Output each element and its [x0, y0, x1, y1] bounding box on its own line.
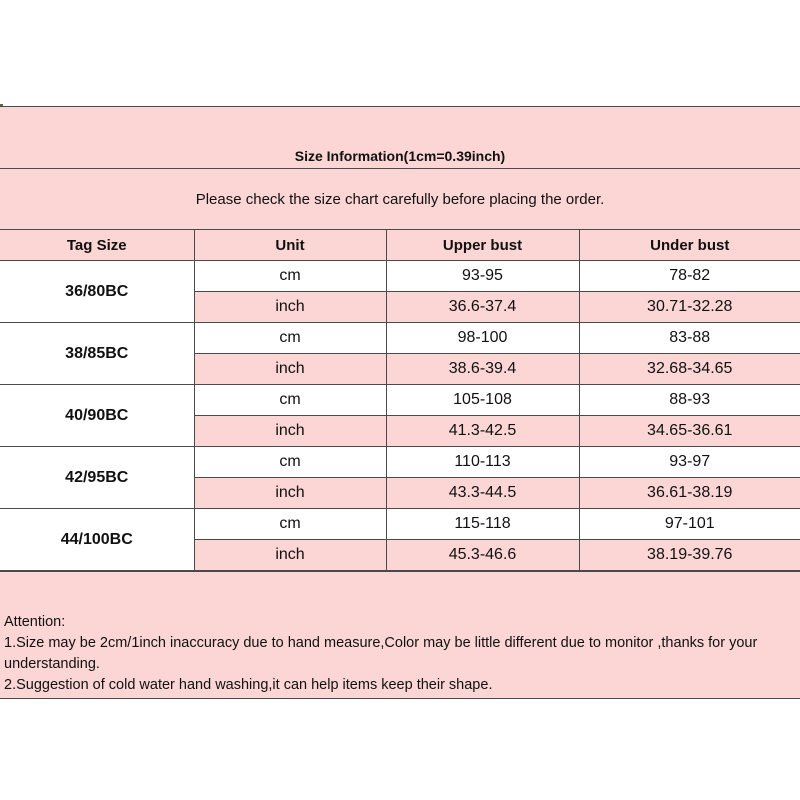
title-text: Size Information(1cm=0.39inch) [294, 148, 506, 164]
tag-size-cell: 38/85BC [0, 323, 194, 385]
upper-bust-cell: 38.6-39.4 [386, 354, 579, 385]
unit-cell: cm [194, 261, 386, 292]
upper-bust-cell: 115-118 [386, 509, 579, 540]
unit-cell: inch [194, 540, 386, 571]
tag-size-cell: 44/100BC [0, 509, 194, 571]
under-bust-cell: 36.61-38.19 [579, 478, 800, 509]
under-bust-cell: 78-82 [579, 261, 800, 292]
upper-bust-cell: 98-100 [386, 323, 579, 354]
unit-cell: inch [194, 354, 386, 385]
header-under-bust: Under bust [579, 230, 800, 261]
unit-cell: cm [194, 385, 386, 416]
tag-size-cell: 40/90BC [0, 385, 194, 447]
under-bust-cell: 30.71-32.28 [579, 292, 800, 323]
table-row [0, 509, 800, 540]
size-info-title [0, 107, 800, 169]
upper-bust-cell: 43.3-44.5 [386, 478, 579, 509]
attention-notes [0, 571, 800, 699]
attention-line-1: 1.Size may be 2cm/1inch inaccuracy due to hand measure,Color may be little different due to monitor ,thanks for your understanding. [4, 635, 758, 672]
header-tag-size: Tag Size [0, 230, 194, 261]
upper-bust-cell: 110-113 [386, 447, 579, 478]
table-header-row [0, 230, 800, 261]
unit-cell: cm [194, 447, 386, 478]
unit-cell: cm [194, 509, 386, 540]
table-row [0, 385, 800, 416]
under-bust-cell: 32.68-34.65 [579, 354, 800, 385]
upper-bust-cell: 45.3-46.6 [386, 540, 579, 571]
under-bust-cell: 88-93 [579, 385, 800, 416]
unit-cell: inch [194, 292, 386, 323]
order-note [0, 169, 800, 230]
table-row [0, 261, 800, 292]
size-chart-sheet [0, 106, 800, 699]
upper-bust-cell: 41.3-42.5 [386, 416, 579, 447]
attention-line-2: 2.Suggestion of cold water hand washing,it can help items keep their shape. [4, 677, 493, 693]
under-bust-cell: 38.19-39.76 [579, 540, 800, 571]
under-bust-cell: 93-97 [579, 447, 800, 478]
under-bust-cell: 83-88 [579, 323, 800, 354]
table-row [0, 323, 800, 354]
table-row [0, 447, 800, 478]
note-text: Please check the size chart carefully before placing the order. [195, 190, 605, 208]
under-bust-cell: 34.65-36.61 [579, 416, 800, 447]
size-table [0, 230, 800, 571]
unit-cell: inch [194, 416, 386, 447]
upper-bust-cell: 105-108 [386, 385, 579, 416]
tag-size-cell: 36/80BC [0, 261, 194, 323]
unit-cell: cm [194, 323, 386, 354]
header-unit: Unit [194, 230, 386, 261]
header-upper-bust: Upper bust [386, 230, 579, 261]
unit-cell: inch [194, 478, 386, 509]
tag-size-cell: 42/95BC [0, 447, 194, 509]
upper-bust-cell: 36.6-37.4 [386, 292, 579, 323]
under-bust-cell: 97-101 [579, 509, 800, 540]
upper-bust-cell: 93-95 [386, 261, 579, 292]
attention-heading: Attention: [4, 614, 66, 630]
